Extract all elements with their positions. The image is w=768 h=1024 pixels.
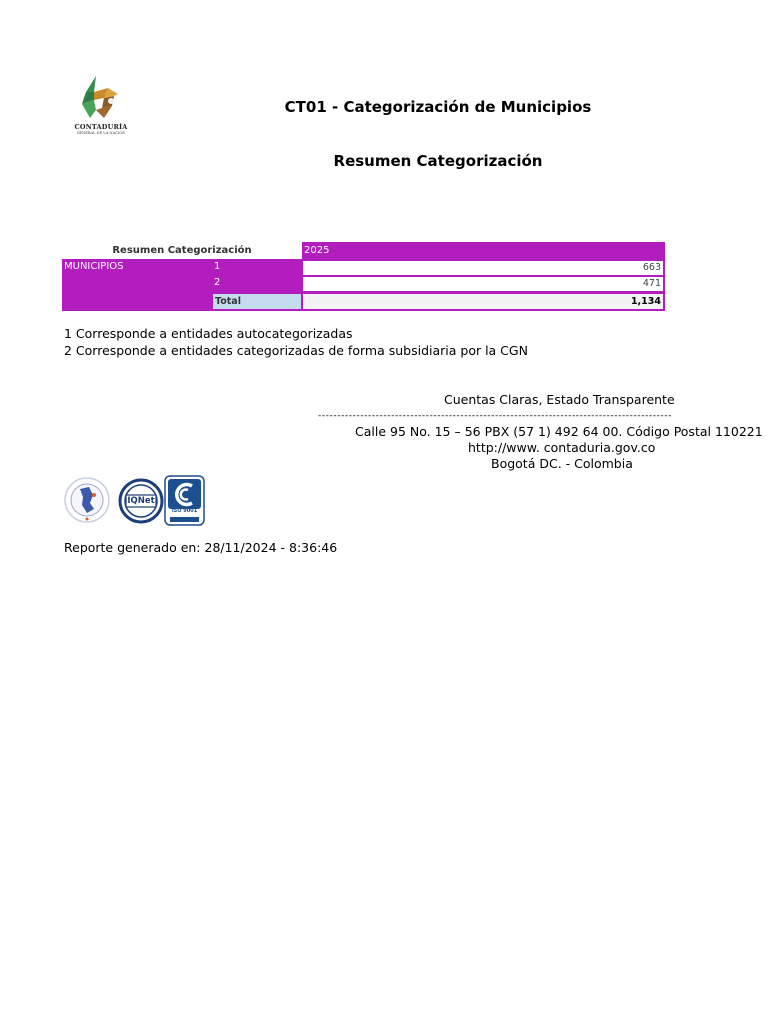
page-subtitle: Resumen Categorización: [333, 152, 543, 170]
report-generated-timestamp: Reporte generado en: 28/11/2024 - 8:36:46: [64, 540, 338, 555]
footer-address: Calle 95 No. 15 – 56 PBX (57 1) 492 64 00. Código Postal 110221: [355, 424, 763, 439]
page-title: CT01 - Categorización de Municipios: [284, 98, 592, 116]
logo-text: CONTADURÍA: [74, 123, 128, 131]
footer-city: Bogotá DC. - Colombia: [491, 456, 633, 471]
table-header-label: Resumen Categorización: [112, 245, 252, 256]
total-label: Total: [213, 294, 301, 309]
contaduria-logo: [74, 74, 128, 138]
row-category: 1: [214, 261, 221, 272]
iqnet-label: IQNet: [127, 496, 155, 506]
note-2: 2 Corresponde a entidades categorizadas de forma subsidiaria por la CGN: [64, 343, 528, 358]
note-1: 1 Corresponde a entidades autocategorizadas: [64, 326, 353, 341]
group-label: MUNICIPIOS: [64, 261, 124, 272]
total-value: 1,134: [303, 294, 663, 309]
iqnet-badge: [118, 475, 164, 527]
row-value: 663: [303, 261, 663, 275]
iso-9001-badge: [164, 475, 205, 526]
footer-website[interactable]: http://www. contaduria.gov.co: [468, 440, 656, 455]
footer-slogan: Cuentas Claras, Estado Transparente: [444, 392, 675, 407]
logo-subtext: GENERAL DE LA NACIÓN: [76, 131, 126, 135]
summary-table: [62, 242, 665, 311]
iso-label: ISO 9001: [171, 508, 198, 514]
footer-separator: --------------------------------------------------------------------------------------------: [318, 411, 672, 421]
contaduria-emblem-icon: [74, 74, 128, 124]
footer-contact: [318, 392, 763, 471]
row-category: 2: [214, 277, 221, 288]
table-header-year: 2025: [302, 242, 665, 259]
row-value: 471: [303, 277, 663, 291]
certification-seal-icon: [63, 475, 111, 525]
